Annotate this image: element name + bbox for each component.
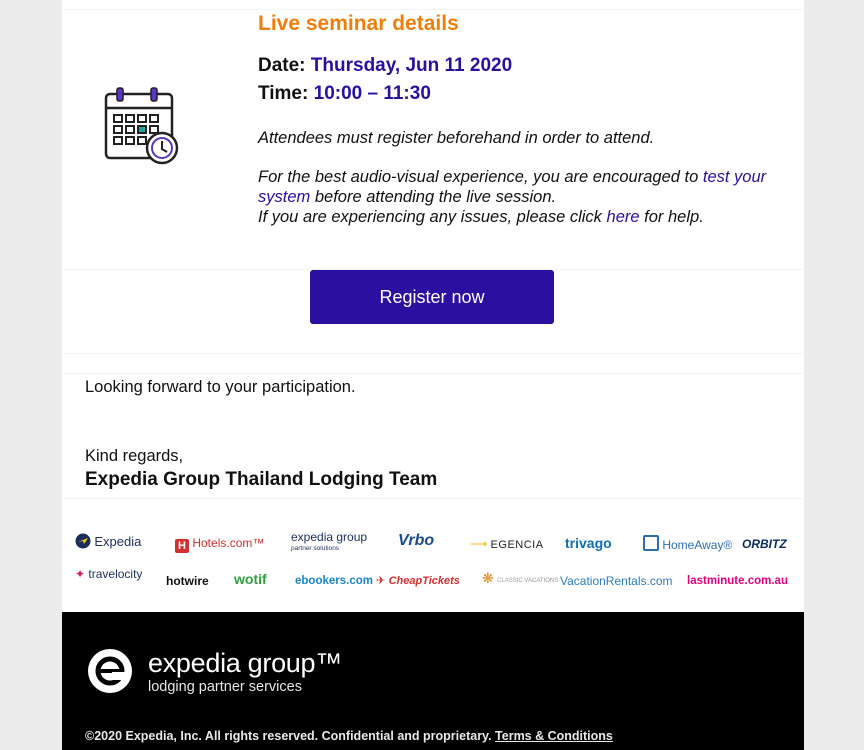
time-value: 10:00 – 11:30	[313, 83, 431, 104]
test-system-link[interactable]: test your system	[258, 168, 767, 206]
av-paragraph	[258, 167, 778, 227]
time-row	[258, 83, 431, 105]
divider	[62, 353, 804, 354]
footer-brand-name: expedia group™	[148, 648, 342, 678]
expedia-plane-icon	[75, 533, 91, 549]
help-link[interactable]: here	[606, 208, 640, 226]
brand-expedia-group-partner-solutions[interactable]: expedia group partner solutions	[291, 530, 368, 552]
brand-classic-vacations[interactable]: ❋ CLASSIC VACATIONS	[482, 570, 559, 586]
terms-conditions-link[interactable]: Terms & Conditions	[495, 729, 613, 743]
brand-vacationrentals[interactable]: VacationRentals.com	[560, 574, 673, 588]
issue-text: If you are experiencing any issues, please click	[258, 208, 602, 226]
date-value: Thursday, Jun 11 2020	[310, 55, 513, 76]
time-label: Time:	[258, 83, 309, 104]
hotels-icon: H	[175, 539, 189, 553]
seminar-title: Live seminar details	[258, 12, 459, 35]
divider	[62, 498, 804, 499]
brand-hotwire[interactable]: hotwire	[166, 574, 209, 588]
date-label: Date:	[258, 55, 306, 76]
brand-travelocity[interactable]: ✦ travelocity	[75, 567, 143, 581]
expedia-group-logo-icon	[87, 648, 133, 694]
egencia-arrow-icon: ⟶	[470, 537, 488, 551]
copyright-line	[85, 729, 613, 743]
team-signature: Expedia Group Thailand Lodging Team	[85, 469, 438, 490]
brand-homeaway[interactable]: HomeAway®	[643, 535, 732, 553]
email-body	[62, 0, 804, 612]
issue-text-end: for help.	[644, 208, 704, 226]
brand-egencia[interactable]: ⟶ EGENCIA	[470, 537, 544, 551]
register-note: Attendees must register beforehand in order to attend.	[258, 129, 655, 147]
footer-brand-subtitle: lodging partner services	[148, 679, 302, 695]
homeaway-house-icon	[643, 535, 659, 551]
date-row	[258, 55, 512, 77]
divider	[62, 9, 804, 10]
brand-lastminute[interactable]: lastminute.com.au	[687, 575, 788, 587]
brand-trivago[interactable]: trivago	[565, 535, 612, 551]
brand-expedia[interactable]: Expedia	[75, 533, 141, 550]
brand-orbitz[interactable]: ORBITZ	[742, 537, 787, 551]
copyright-text: ©2020 Expedia, Inc. All rights reserved. Confidential and proprietary.	[85, 729, 492, 743]
brand-hotels-com[interactable]: H Hotels.com™	[175, 535, 264, 553]
brand-ebookers[interactable]: ebookers.com	[295, 575, 373, 587]
brand-vrbo[interactable]: Vrbo	[398, 532, 435, 549]
calendar-clock-icon	[104, 86, 184, 170]
classic-vacations-icon: ❋	[482, 570, 494, 586]
cheaptickets-icon: ✈	[376, 575, 386, 587]
av-text-end: before attending the live session.	[314, 188, 557, 206]
closing-line: Looking forward to your participation.	[85, 378, 356, 396]
register-now-button[interactable]: Register now	[310, 270, 554, 324]
av-text: For the best audio-visual experience, you are encouraged to	[258, 168, 699, 186]
brand-wotif[interactable]: wotif	[234, 571, 267, 587]
brand-cheaptickets[interactable]: ✈ CheapTickets	[376, 575, 460, 587]
divider	[62, 373, 804, 374]
footer	[62, 612, 804, 750]
kind-regards: Kind regards,	[85, 447, 184, 465]
travelocity-stars-icon: ✦	[75, 567, 86, 581]
